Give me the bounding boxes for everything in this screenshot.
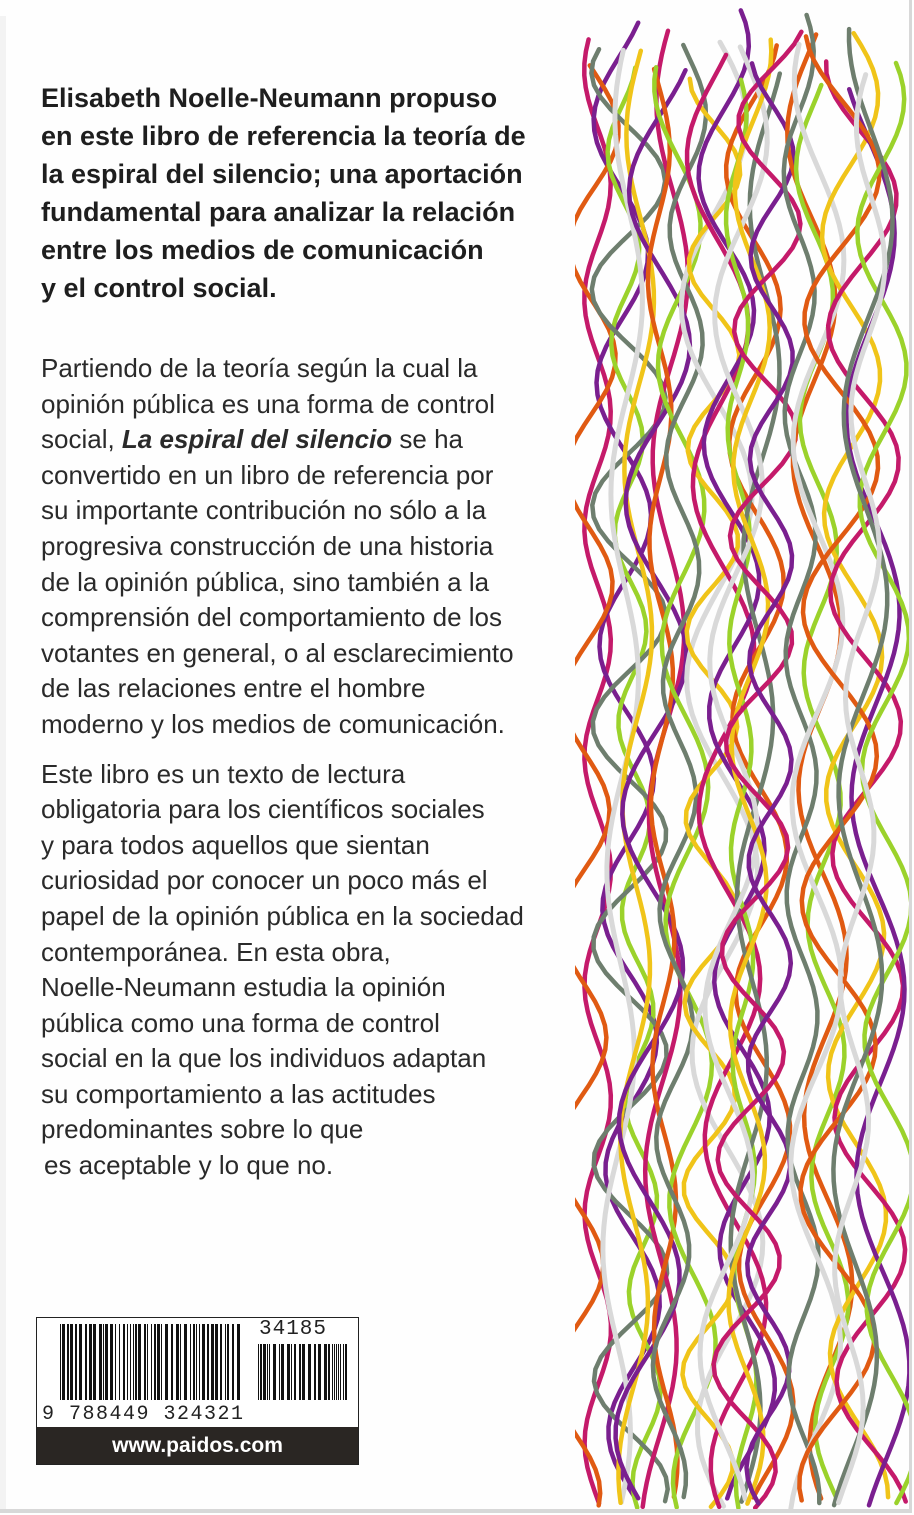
paragraph-line: su comportamiento a las actitudes bbox=[41, 1078, 436, 1109]
barcode-bar bbox=[328, 1344, 330, 1400]
barcode-bar bbox=[227, 1324, 229, 1400]
barcode-bar bbox=[176, 1324, 179, 1400]
barcode-bar bbox=[154, 1324, 156, 1400]
barcode-bar bbox=[334, 1344, 335, 1400]
barcode-bar bbox=[267, 1344, 268, 1400]
barcode-bar bbox=[215, 1324, 218, 1400]
barcode-bar bbox=[314, 1344, 316, 1400]
barcode-bar bbox=[193, 1324, 195, 1400]
barcode-bar bbox=[190, 1324, 191, 1400]
blurb-line: la espiral del silencio; una aportación bbox=[41, 159, 523, 189]
barcode-bar bbox=[85, 1324, 87, 1400]
barcode-bar bbox=[119, 1324, 120, 1400]
book-title-italic: La espiral del silencio bbox=[121, 424, 393, 455]
blurb-line: Elisabeth Noelle-Neumann propuso bbox=[41, 83, 498, 113]
colored-threads-illustration bbox=[575, 0, 909, 1509]
barcode-bar bbox=[60, 1324, 61, 1400]
barcode-bar bbox=[165, 1324, 168, 1400]
barcode-bar bbox=[220, 1324, 222, 1400]
text-fragment: se ha bbox=[392, 424, 463, 455]
barcode-bar bbox=[263, 1344, 266, 1400]
barcode-bar bbox=[144, 1324, 146, 1400]
barcode-bar bbox=[273, 1344, 276, 1400]
barcode-bar bbox=[171, 1324, 173, 1400]
barcode-bar bbox=[147, 1324, 148, 1400]
barcode-bar bbox=[302, 1344, 305, 1400]
barcode-bar bbox=[79, 1324, 82, 1400]
barcode-bar bbox=[336, 1344, 337, 1400]
barcode-bar bbox=[184, 1324, 187, 1400]
paragraph-line: su importante contribución no sólo a la bbox=[41, 495, 487, 526]
paragraph-line: convertido en un libro de referencia por bbox=[41, 459, 494, 490]
paragraph-line: pública como una forma de control bbox=[41, 1007, 440, 1038]
isbn-barcode-box bbox=[36, 1317, 359, 1465]
barcode-bar bbox=[135, 1324, 137, 1400]
paragraph-line: Noelle-Neumann estudia la opinión bbox=[41, 972, 446, 1003]
paragraph-line: comprensión del comportamiento de los bbox=[41, 602, 503, 633]
blurb-line: fundamental para analizar la relación bbox=[41, 197, 516, 227]
barcode-add-on-number: 34185 bbox=[259, 1318, 328, 1341]
barcode-bar bbox=[343, 1344, 344, 1400]
barcode-bar bbox=[199, 1324, 200, 1400]
barcode-bar bbox=[161, 1324, 162, 1400]
paragraph-line: progresiva construcción de una historia bbox=[41, 530, 494, 561]
barcode-bar bbox=[260, 1344, 262, 1400]
barcode-bar bbox=[196, 1324, 197, 1400]
barcode-bar bbox=[67, 1324, 69, 1400]
barcode-bar bbox=[345, 1344, 347, 1400]
barcode-bar bbox=[133, 1324, 134, 1400]
paragraph-line: es aceptable y lo que no. bbox=[44, 1150, 334, 1181]
barcode-bar bbox=[115, 1324, 116, 1400]
barcode-bar bbox=[232, 1324, 234, 1400]
barcode-bar bbox=[62, 1324, 65, 1400]
barcode-bar bbox=[180, 1324, 181, 1400]
barcode-bar bbox=[269, 1344, 270, 1400]
barcode-bar bbox=[294, 1344, 296, 1400]
barcode-bar bbox=[279, 1344, 280, 1400]
barcode-bar bbox=[89, 1324, 92, 1400]
barcode-bar bbox=[332, 1344, 333, 1400]
barcode-bar bbox=[70, 1324, 73, 1400]
paragraph-line-with-title bbox=[41, 422, 601, 458]
paragraph-line: moderno y los medios de comunicación. bbox=[41, 708, 505, 739]
cover-edge-shadow bbox=[0, 16, 6, 1513]
barcode-bar bbox=[281, 1344, 284, 1400]
blurb-line: y el control social. bbox=[41, 273, 277, 303]
barcode-bar bbox=[225, 1324, 226, 1400]
barcode-bar bbox=[138, 1324, 141, 1400]
paragraph-line: Este libro es un texto de lectura bbox=[41, 758, 406, 789]
barcode-bar bbox=[287, 1344, 290, 1400]
paragraph-line: y para todos aquellos que sientan bbox=[41, 829, 430, 860]
barcode-bar bbox=[324, 1344, 327, 1400]
paragraph-line: Partiendo de la teoría según la cual la bbox=[41, 353, 478, 383]
barcode-bar bbox=[130, 1324, 131, 1400]
barcode-bar bbox=[151, 1324, 152, 1400]
barcode-bar bbox=[110, 1324, 113, 1400]
paragraph-line: social en la que los individuos adaptan bbox=[41, 1043, 487, 1074]
barcode-bar bbox=[75, 1324, 77, 1400]
barcode-bar bbox=[202, 1324, 205, 1400]
paragraph-line: predominantes sobre lo que bbox=[41, 1114, 364, 1145]
barcode-bar bbox=[318, 1344, 321, 1400]
barcode-bar bbox=[93, 1324, 96, 1400]
paragraph-line: votantes en general, o al esclarecimiento bbox=[41, 637, 514, 668]
paragraph-line: opinión pública es una forma de control bbox=[41, 388, 495, 419]
barcode-bar bbox=[308, 1344, 311, 1400]
barcode-bar bbox=[211, 1324, 214, 1400]
paragraph-line: curiosidad por conocer un poco más el bbox=[41, 865, 488, 896]
paragraph-line: de la opinión pública, sino también a la bbox=[41, 566, 490, 597]
barcode-bar bbox=[207, 1324, 209, 1400]
barcode-bar bbox=[338, 1344, 339, 1400]
barcode-bar bbox=[127, 1324, 128, 1400]
paragraph-line: obligatoria para los científicos sociales bbox=[41, 794, 485, 825]
description-paragraph-1 bbox=[41, 351, 601, 743]
description-paragraph-2 bbox=[41, 757, 601, 1184]
paragraph-line: de las relaciones entre el hombre bbox=[41, 673, 426, 704]
back-cover-text bbox=[41, 79, 601, 1184]
blurb-line: entre los medios de comunicación bbox=[41, 235, 484, 265]
barcode-bar bbox=[99, 1324, 102, 1400]
barcode-bar bbox=[340, 1344, 341, 1400]
blurb-line: en este libro de referencia la teoría de bbox=[41, 121, 526, 151]
paragraph-line: contemporánea. En esta obra, bbox=[41, 936, 391, 967]
paragraph-line: papel de la opinión pública en la sociedad bbox=[41, 900, 524, 931]
barcode-bar bbox=[237, 1324, 240, 1400]
blurb-bold bbox=[41, 79, 601, 307]
barcode-bar bbox=[291, 1344, 292, 1400]
barcode-bar bbox=[157, 1324, 160, 1400]
isbn-number: 9 788449 324321 bbox=[42, 1403, 245, 1426]
text-fragment: social, bbox=[41, 424, 122, 455]
barcode-bar bbox=[103, 1324, 104, 1400]
barcode-bar bbox=[105, 1324, 108, 1400]
publisher-website: www.paidos.com bbox=[37, 1427, 358, 1464]
barcode-bar bbox=[123, 1324, 125, 1400]
barcode-bar bbox=[299, 1344, 301, 1400]
barcode-bar bbox=[258, 1344, 259, 1400]
